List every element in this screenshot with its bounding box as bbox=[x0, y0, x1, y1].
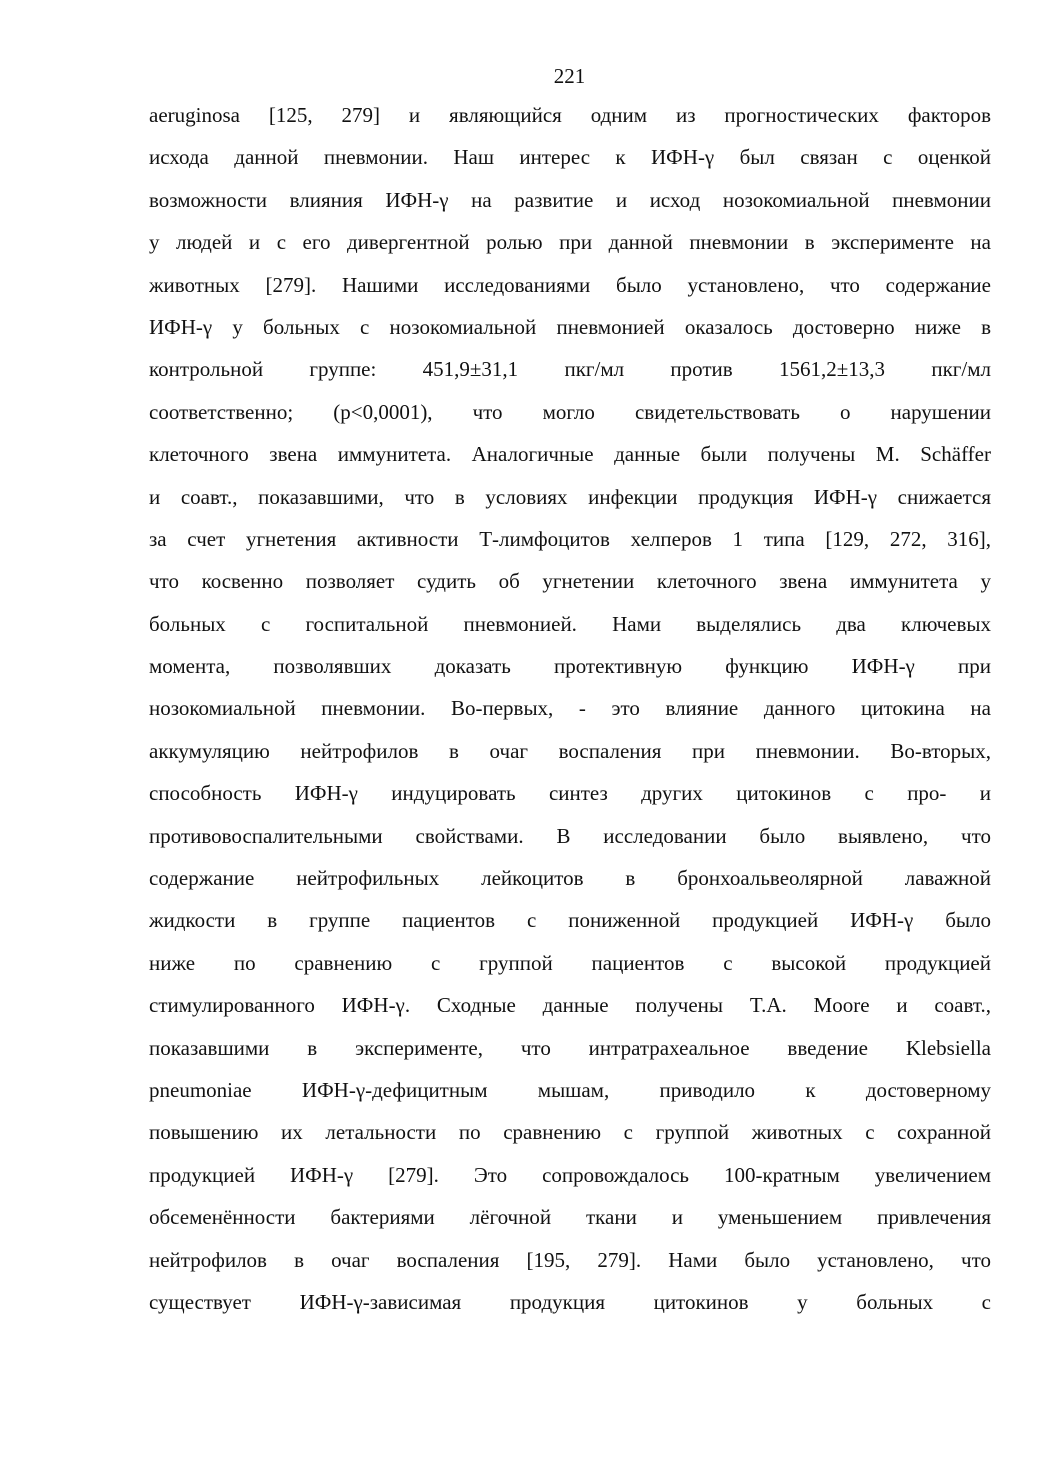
text-line: продукцией ИФН-γ [279]. Это сопровождалось 100-кратным увеличением bbox=[149, 1162, 991, 1187]
text-line: исхода данной пневмонии. Наш интерес к ИФН-γ был связан с оценкой bbox=[149, 145, 991, 170]
text-line: что косвенно позволяет судить об угнетении клеточного звена иммунитета у bbox=[149, 569, 991, 594]
text-line: нейтрофилов в очаг воспаления [195, 279]. Нами было установлено, что bbox=[149, 1247, 991, 1272]
text-line: момента, позволявших доказать протективную функцию ИФН-γ при bbox=[149, 654, 991, 679]
text-line: больных с госпитальной пневмонией. Нами выделялись два ключевых bbox=[149, 611, 991, 636]
text-line: за счет угнетения активности Т-лимфоцитов хелперов 1 типа [129, 272, 316], bbox=[149, 526, 991, 551]
text-line: клеточного звена иммунитета. Аналогичные данные были получены M. Schäffer bbox=[149, 442, 991, 467]
text-line: ИФН-γ у больных с нозокомиальной пневмонией оказалось достоверно ниже в bbox=[149, 314, 991, 339]
text-line: нозокомиальной пневмонии. Во-первых, - это влияние данного цитокина на bbox=[149, 696, 991, 721]
text-line: и соавт., показавшими, что в условиях инфекции продукция ИФН-γ снижается bbox=[149, 484, 991, 509]
text-line: противовоспалительными свойствами. В исследовании было выявлено, что bbox=[149, 823, 991, 848]
text-line: жидкости в группе пациентов с пониженной продукцией ИФН-γ было bbox=[149, 908, 991, 933]
text-line: ниже по сравнению с группой пациентов с высокой продукцией bbox=[149, 950, 991, 975]
text-line: обсеменённости бактериями лёгочной ткани и уменьшением привлечения bbox=[149, 1205, 991, 1230]
text-line: pneumoniae ИФН-γ-дефицитным мышам, приводило к достоверному bbox=[149, 1077, 991, 1102]
page-number: 221 bbox=[553, 64, 586, 88]
text-line: стимулированного ИФН-γ. Сходные данные получены T.A. Moore и соавт., bbox=[149, 993, 991, 1018]
text-line: способность ИФН-γ индуцировать синтез других цитокинов с про- и bbox=[149, 781, 991, 806]
text-line: контрольной группе: 451,9±31,1 пкг/мл против 1561,2±13,3 пкг/мл bbox=[149, 357, 991, 382]
text-line: повышению их летальности по сравнению с группой животных с сохранной bbox=[149, 1120, 991, 1145]
body-text bbox=[149, 94, 991, 1323]
text-line: у людей и с его дивергентной ролью при данной пневмонии в эксперименте на bbox=[149, 230, 991, 255]
text-line: содержание нейтрофильных лейкоцитов в бронхоальвеолярной лаважной bbox=[149, 866, 991, 891]
text-line: возможности влияния ИФН-γ на развитие и исход нозокомиальной пневмонии bbox=[149, 187, 991, 212]
text-line: соответственно; (р<0,0001), что могло свидетельствовать о нарушении bbox=[149, 399, 991, 424]
text-line: животных [279]. Нашими исследованиями было установлено, что содержание bbox=[149, 272, 991, 297]
text-line: aeruginosa [125, 279] и являющийся одним из прогностических факторов bbox=[149, 103, 991, 127]
text-line: аккумуляцию нейтрофилов в очаг воспаления при пневмонии. Во-вторых, bbox=[149, 738, 991, 763]
text-line: показавшими в эксперименте, что интратрахеальное введение Klebsiella bbox=[149, 1035, 991, 1060]
text-line: существует ИФН-γ-зависимая продукция цитокинов у больных с bbox=[149, 1289, 991, 1314]
